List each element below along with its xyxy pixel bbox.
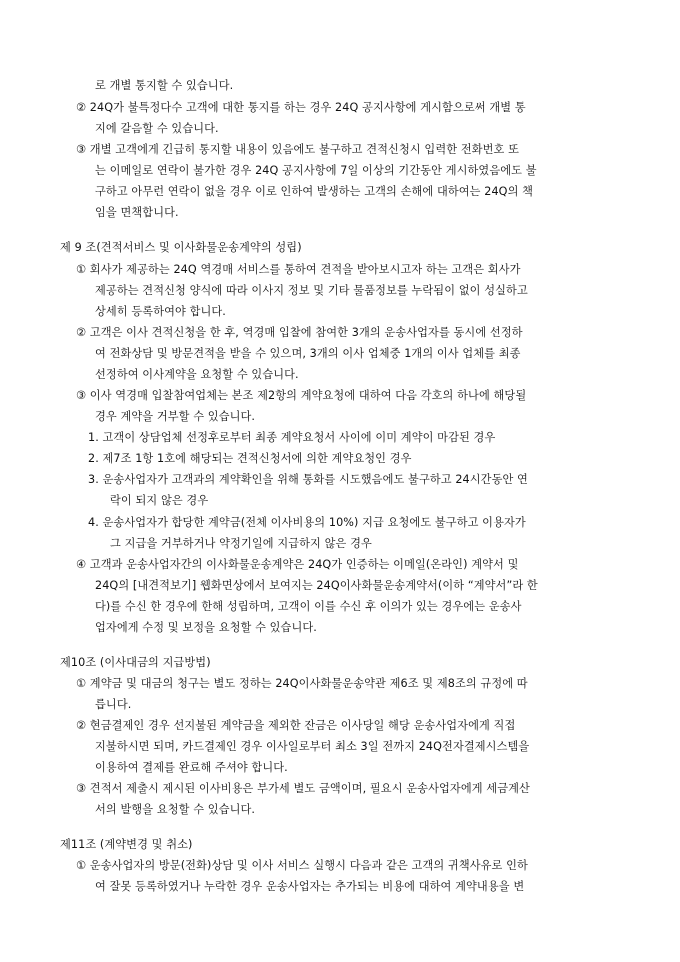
text-line: 여 전화상담 및 방문견적을 받을 수 있으며, 3개의 이사 업체중 1개의 이사 업체를 최종 [95, 347, 521, 360]
clause-1: ① 회사가 제공하는 24Q 역경매 서비스를 통하여 견적을 받아보시고자 하는 고객은 회사가 [76, 263, 521, 276]
clause-3: ③ 개별 고객에게 긴급히 통지할 내용이 있음에도 불구하고 견적신청시 입력한 전화번호 또 [76, 143, 520, 156]
text-line: 24Q의 [내견적보기] 웹화면상에서 보여지는 24Q이사화물운송계약서(이하 “계약서”라 한 [95, 579, 538, 592]
clause-2: ② 현금결제인 경우 선지불된 계약금을 제외한 잔금은 이사당일 해당 운송사업자에게 직접 [76, 719, 516, 732]
clause-1: ① 계약금 및 대금의 청구는 별도 정하는 24Q이사화물운송약관 제6조 및 제8조의 규정에 따 [76, 677, 528, 690]
text-line: 구하고 아무런 연락이 없을 경우 이로 인하여 발생하는 고객의 손해에 대하여는 24Q의 책 [95, 185, 534, 198]
list-item-3: 3. 운송사업자가 고객과의 계약확인을 위해 통화를 시도했음에도 불구하고 24시간동안 연 [88, 473, 528, 486]
clause-3: ③ 견적서 제출시 제시된 이사비용은 부가세 별도 금액이며, 필요시 운송사업자에게 세금계산 [76, 782, 530, 795]
clause-2: ② 고객은 이사 견적신청을 한 후, 역경매 입찰에 참여한 3개의 운송사업자를 동시에 선정하 [76, 326, 523, 339]
text-line: 선정하여 이사계약을 요청할 수 있습니다. [95, 368, 299, 381]
text-line: 로 개별 통지할 수 있습니다. [95, 79, 234, 92]
text-line: 업자에게 수정 및 보정을 요청할 수 있습니다. [95, 621, 317, 634]
text-line: 는 이메일로 연락이 불가한 경우 24Q 공지사항에 7일 이상의 기간동안 게시하였음에도 불 [95, 164, 537, 177]
text-line: 제공하는 견적신청 양식에 따라 이사지 정보 및 기타 물품정보를 누락됨이 없이 성실하고 [95, 284, 528, 297]
clause-4: ④ 고객과 운송사업자간의 이사화물운송계약은 24Q가 인증하는 이메일(온라인) 계약서 및 [76, 558, 519, 571]
text-line: 서의 발행을 요청할 수 있습니다. [95, 803, 256, 816]
text-line: 다)를 수신 한 경우에 한해 성립하며, 고객이 이를 수신 후 이의가 있는 경우에는 운송사 [95, 600, 522, 613]
list-item-4: 4. 운송사업자가 합당한 계약금(전체 이사비용의 10%) 지급 요청에도 불구하고 이용자가 [88, 516, 526, 529]
clause-2: ② 24Q가 불특정다수 고객에 대한 통지를 하는 경우 24Q 공지사항에 게시함으로써 개별 통 [76, 101, 526, 114]
clause-3: ③ 이사 역경매 입찰참여업체는 본조 제2항의 계약요청에 대하여 다음 각호의 하나에 해당될 [76, 389, 527, 402]
text-line: 지불하시면 되며, 카드결제인 경우 이사일로부터 최소 3일 전까지 24Q전자결제시스템을 [95, 740, 530, 753]
list-item-1: 1. 고객이 상담업체 선정후로부터 최종 계약요청서 사이에 이미 계약이 마감된 경우 [88, 431, 496, 444]
text-line: 그 지급을 거부하거나 약정기일에 지급하지 않은 경우 [110, 537, 372, 550]
text-line: 지에 갈음할 수 있습니다. [95, 122, 219, 135]
text-line: 여 잘못 등록하였거나 누락한 경우 운송사업자는 추가되는 비용에 대하여 계약내용을 변 [95, 880, 525, 893]
text-line: 이용하여 결제를 완료해 주셔야 합니다. [95, 761, 288, 774]
article-10-heading: 제10조 (이사대금의 지급방법) [60, 656, 211, 669]
article-9-heading: 제 9 조(견적서비스 및 이사화물운송계약의 성립) [60, 241, 302, 254]
text-line: 릅니다. [95, 698, 132, 711]
list-item-2: 2. 제7조 1항 1호에 해당되는 견적신청서에 의한 계약요청인 경우 [88, 452, 412, 465]
text-line: 임을 면책합니다. [95, 206, 179, 219]
text-line: 락이 되지 않은 경우 [110, 494, 209, 507]
clause-1: ① 운송사업자의 방문(전화)상담 및 이사 서비스 실행시 다음과 같은 고객의 귀책사유로 인하 [76, 859, 528, 872]
text-line: 상세히 등록하여야 합니다. [95, 305, 226, 318]
text-line: 경우 계약을 거부할 수 있습니다. [95, 410, 256, 423]
article-11-heading: 제11조 (계약변경 및 취소) [60, 838, 193, 851]
